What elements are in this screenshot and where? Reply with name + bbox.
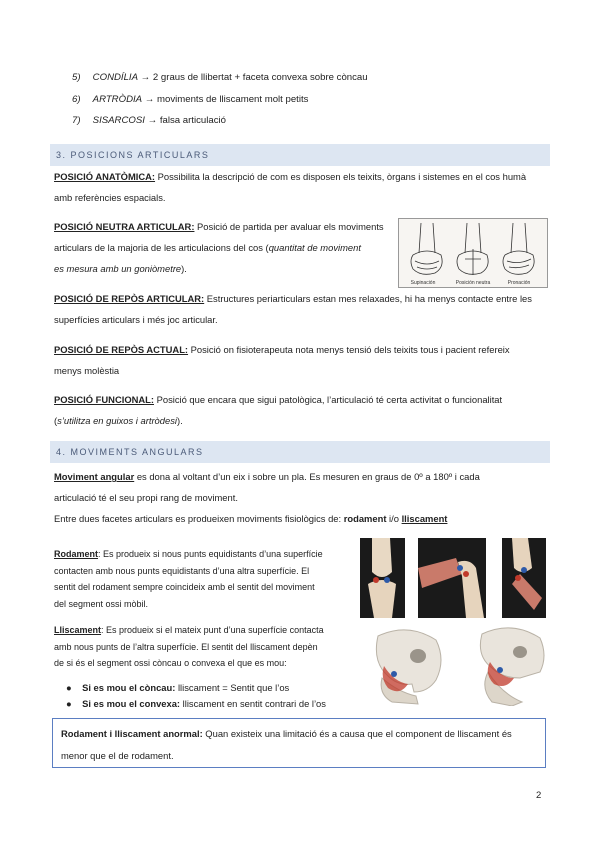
bullet-item [66,698,326,709]
paragraph-text: ). [181,263,187,274]
knee-joint-image [360,538,405,618]
paragraph-text: ( [54,415,58,426]
paragraph-text: : Es produeix si nous punts equidistants d’una superfície [98,549,323,559]
paragraph-text: es dona al voltant d’un eix i sobre un pla. Es mesuren en graus de 0º a 180º i cada [134,471,480,482]
list-item [72,115,226,126]
skull-illustration [358,626,446,706]
paragraph-text: superfícies articulars i més joc articular. [54,314,218,325]
paragraph-text: articulació té el seu propi rang de moviment. [54,492,238,503]
list-term: ARTRÒDIA [92,94,143,105]
elbow-joint-image [418,538,486,618]
term-heading: POSICIÓ DE REPÒS ACTUAL: [54,344,189,355]
list-text: → moviments de lliscament molt petits [142,94,309,105]
paragraph-text: Posició de partida per avaluar els moviments [194,221,384,232]
bullet-text: lliscament = Sentit que l’os [175,682,290,693]
callout-heading: Rodament i lliscament anormal: [61,728,203,739]
list-number: 5) [72,72,81,83]
knee-flexion-illustration [502,538,546,618]
paragraph-text: ). [176,415,183,426]
callout-text: menor que el de rodament. [61,750,174,761]
tmj-closed-image [358,626,446,706]
term-heading: Lliscament [54,625,102,635]
bullet-dot-icon: ● [66,682,72,693]
paragraph-text: Entre dues facetes articulars es produeixen moviments fisiològics de: [54,513,344,524]
paragraph-text: amb nous punts de l’altra superfície. El sentit del lliscament depèn [54,641,318,652]
forearm-rotation-illustration [399,219,547,287]
neutral-position-figure [398,218,548,288]
term-heading: Rodament [54,549,99,559]
paragraph-text: menys molèstia [54,365,120,376]
list-item [72,94,308,105]
figure-caption: Pronación [507,280,531,286]
bullet-text: lliscament en sentit contrari de l’os [180,698,326,709]
bullet-term: Si es mou el convexa: [82,698,181,709]
page-number: 2 [536,790,542,801]
paragraph-text: del segment ossi mòbil. [54,598,149,609]
section-heading: 3. POSICIONS ARTICULARS [50,144,550,166]
paragraph-text: amb referències espacials. [54,192,166,203]
figure-caption: Supinación [410,280,436,286]
italic-text: s’utilitza en guixos i artròdesi [57,415,177,426]
term-heading: POSICIÓ NEUTRA ARTICULAR: [54,221,195,232]
callout-text: Quan existeix una limitació és a causa que el component de lliscament és [202,728,512,739]
paragraph-facetes [54,508,548,529]
paragraph-text: Posició on fisioterapeuta nota menys tensió dels teixits tous i pacient refereix [188,344,510,355]
list-number: 7) [72,115,81,126]
paragraph-posicio-anatomica [54,166,546,208]
paragraph-text: Possibilita la descripció de com es disposen els teixits, òrgans i sistemes en el cos humà [155,171,527,182]
paragraph-moviment-angular [54,466,548,508]
paragraph-text: contacten amb nous punts equidistants d’una altra superfície. El [54,565,310,576]
callout-box [52,718,546,768]
paragraph-text: articulars de la majoria de les articulacions del cos ( [54,242,269,253]
list-term: CONDÍLIA [92,72,138,83]
paragraph-rodament [54,546,358,612]
figure-caption: Posición neutra [455,280,491,286]
italic-text: es mesura amb un goniòmetre [54,263,182,274]
paragraph-posicio-repos [54,288,548,330]
italic-text: quantitat de moviment [268,242,361,253]
paragraph-lliscament [54,622,354,672]
list-item [72,72,368,83]
paragraph-posicio-neutra [54,216,394,279]
bullet-term: Si es mou el còncau: [82,682,176,693]
paragraph-text: i/o [386,513,402,524]
term-heading: POSICIÓ DE REPÒS ARTICULAR: [54,293,205,304]
bullet-dot-icon: ● [66,698,72,709]
knee-illustration [360,538,405,618]
term-heading: Moviment angular [54,471,135,482]
paragraph-text: de si és el segment ossi còncau o convexa el que es mou: [54,658,287,668]
skull-open-illustration [466,626,546,706]
paragraph-posicio-repos-actual [54,339,548,381]
list-term: SISARCOSI [92,115,145,126]
paragraph-text: : Es produeix si el mateix punt d’una superfície contacta [101,625,324,635]
list-number: 6) [72,94,81,105]
list-text: → falsa articulació [144,115,226,126]
paragraph-posicio-funcional [54,389,548,431]
bold-term: rodament [343,513,387,524]
paragraph-text: Posició que encara que sigui patològica, l’articulació té certa activitat o funcionalitat [154,394,503,405]
knee-flexion-image [502,538,546,618]
section-heading: 4. MOVIMENTS ANGULARS [50,441,550,463]
paragraph-text: Estructures periarticulars estan mes relaxades, hi ha menys contacte entre les [204,293,532,304]
bullet-item [66,682,289,693]
tmj-open-image [466,626,546,706]
elbow-illustration [418,538,486,618]
term-heading: POSICIÓ ANATÒMICA: [54,171,156,182]
list-text: → 2 graus de llibertat + faceta convexa sobre còncau [138,72,368,83]
paragraph-text: sentit del rodament sempre coincideix amb el sentit del moviment [54,582,315,592]
term-heading: POSICIÓ FUNCIONAL: [54,394,154,405]
bold-term: lliscament [401,513,448,524]
